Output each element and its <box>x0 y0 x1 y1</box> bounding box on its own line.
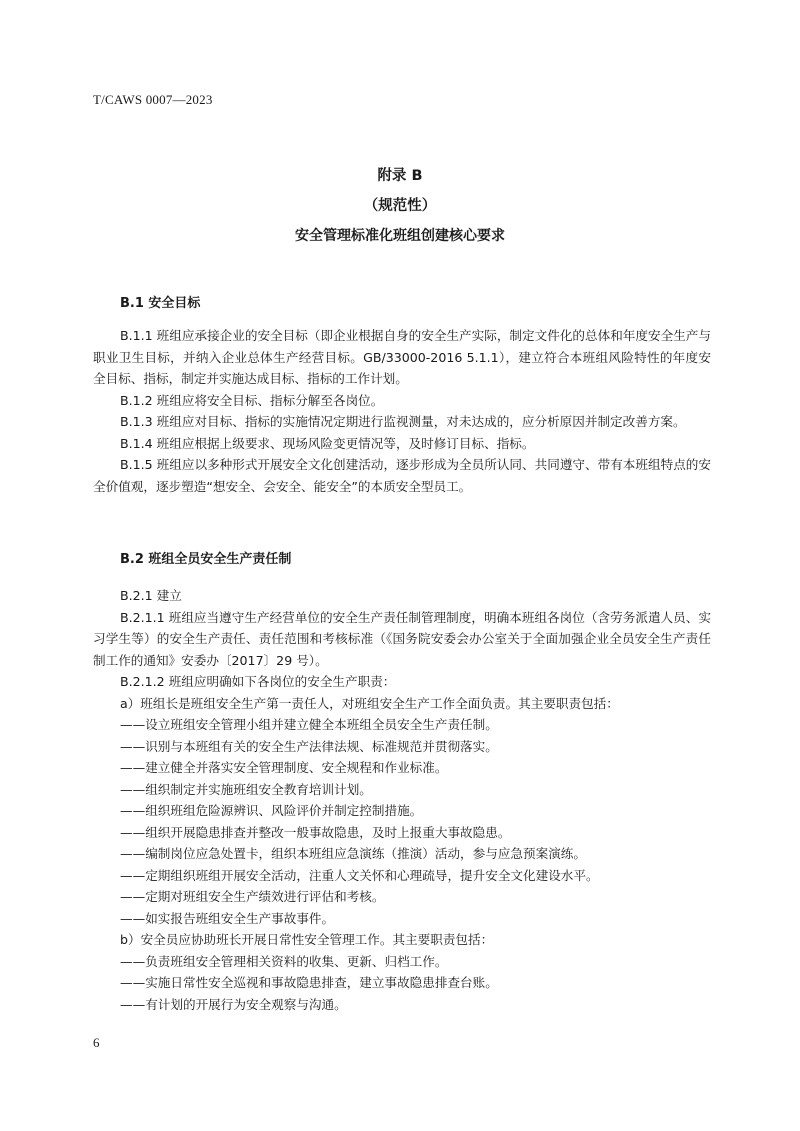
list-item: ——实施日常性安全巡视和事故隐患排查，建立事故隐患排查台账。 <box>120 975 498 990</box>
annex-type: （规范性） <box>363 198 437 214</box>
paragraph: B.1.4 班组应根据上级要求、现场风险变更情况等，及时修订目标、指标。 <box>120 435 535 451</box>
list-item: ——组织开展隐患排查并整改一般事故隐患，及时上报重大事故隐患。 <box>120 824 511 840</box>
paragraph: B.2.1.2 班组应明确如下各岗位的安全生产职责： <box>120 674 396 689</box>
list-item: ——设立班组安全管理小组并建立健全本班组全员安全生产责任制。 <box>120 717 498 732</box>
list-item: ——定期对班组安全生产绩效进行评估和考核。 <box>120 889 385 904</box>
page-number: 6 <box>93 1035 100 1050</box>
paragraph: B.1.2 班组应将安全目标、指标分解至各岗位。 <box>120 392 384 408</box>
section-b2-body <box>93 585 711 1015</box>
paragraph: B.1.3 班组应对目标、指标的实施情况定期进行监视测量，对未达成的，应分析原因并制定改善方案。 <box>120 414 686 429</box>
list-item: ——建立健全并落实安全管理制度、安全规程和作业标准。 <box>120 760 448 775</box>
document-code: T/CAWS 0007—2023 <box>93 92 213 107</box>
section-b2-heading: B.2 班组全员安全生产责任制 <box>120 552 292 567</box>
paragraph: B.2.1.1 班组应当遵守生产经营单位的安全生产责任制管理制度，明确本班组各岗位（含劳务派遣人员、实习学生等）的安全生产责任、责任范围和考核标准（《国务院安委会办公室关于全面加强企业全员安全生产责任制工作的通知》安委办〔2017〕29 号）。 <box>93 609 711 668</box>
list-item: ——定期组织班组开展安全活动，注重人文关怀和心理疏导，提升安全文化建设水平。 <box>120 867 599 883</box>
list-item: ——组织班组危险源辨识、风险评价并制定控制措施。 <box>120 803 423 818</box>
list-item: b）安全员应协助班长开展日常性安全管理工作。其主要职责包括： <box>120 932 494 947</box>
list-item: ——识别与本班组有关的安全生产法律法规、标准规范并贯彻落实。 <box>120 738 498 754</box>
annex-subject: 安全管理标准化班组创建核心要求 <box>295 228 505 244</box>
list-item: ——编制岗位应急处置卡，组织本班组应急演练（推演）活动，参与应急预案演练。 <box>120 846 586 861</box>
paragraph: B.1.5 班组应以多种形式开展安全文化创建活动，逐步形成为全员所认同、共同遵守、带有本班组特点的安全价值观，逐步塑造“想安全、会安全、能安全”的本质安全型员工。 <box>93 457 711 494</box>
list-item: ——如实报告班组安全生产事故事件。 <box>120 910 335 926</box>
list-item: a）班组长是班组安全生产第一责任人，对班组安全生产工作全面负责。其主要职责包括： <box>120 695 619 711</box>
paragraph: B.2.1 建立 <box>120 588 182 603</box>
paragraph: B.1.1 班组应承接企业的安全目标（即企业根据自身的安全生产实际，制定文件化的总体和年度安全生产与职业卫生目标，并纳入企业总体生产经营目标。GB/33000-2016 5.1.1），建立符合本班组风险特性的年度安全目标、指标，制定并实施达成目标、指标的工作计划。 <box>93 328 711 386</box>
list-item: ——组织制定并实施班组安全教育培训计划。 <box>120 781 372 797</box>
section-b1-body <box>93 325 711 497</box>
list-item: ——负责班组安全管理相关资料的收集、更新、归档工作。 <box>120 953 448 969</box>
annex-title: 附录 B <box>377 168 423 184</box>
list-item: ——有计划的开展行为安全观察与沟通。 <box>120 996 347 1012</box>
section-b1-heading: B.1 安全目标 <box>120 296 201 311</box>
